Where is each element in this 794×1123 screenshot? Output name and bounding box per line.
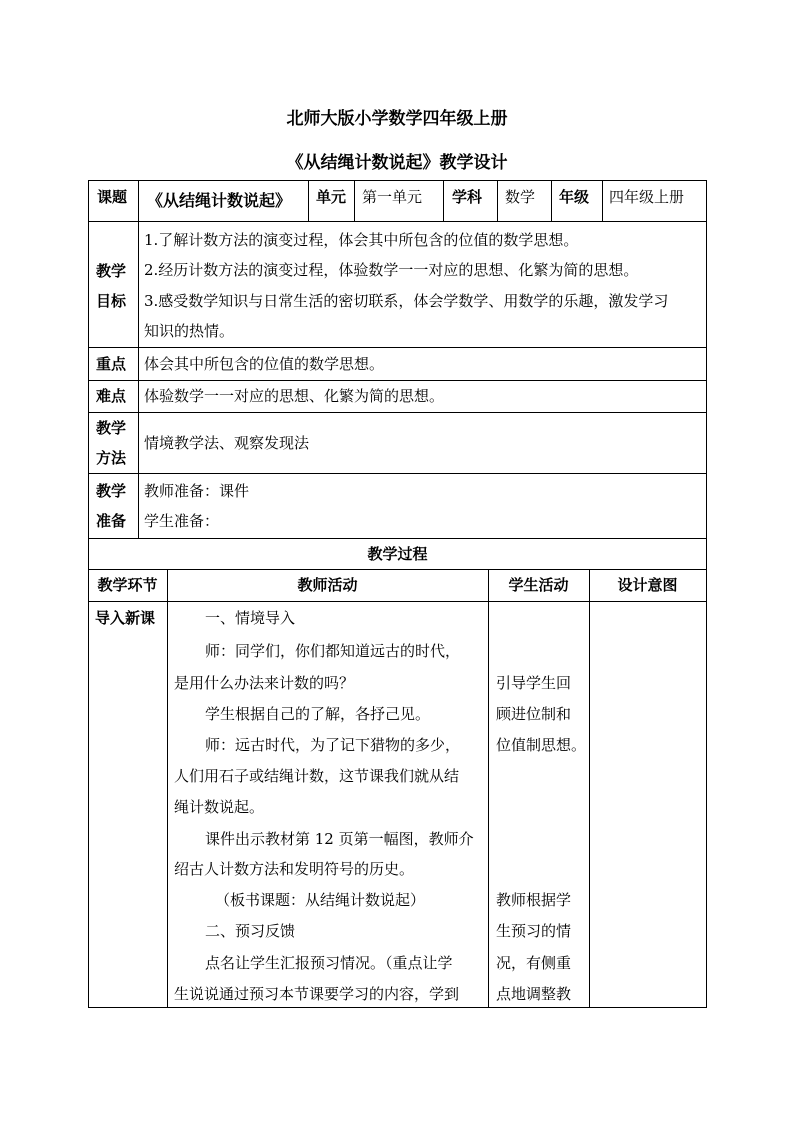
goal-line: 3.感受数学知识与日常生活的密切联系，体会学数学、用数学的乐趣，激发学习 <box>144 292 669 310</box>
teacher-line: 生说说通过预习本节课要学习的内容，学到 <box>174 985 460 1003</box>
stage-label: 导入新课 <box>95 609 156 627</box>
teacher-line: （板书课题：从结绳计数说起） <box>215 891 426 909</box>
table-rule <box>138 180 139 538</box>
table-rule <box>88 601 707 602</box>
methods-label: 方法 <box>96 449 127 467</box>
teacher-line: 一、情境导入 <box>205 609 296 627</box>
goal-line: 2.经历计数方法的演变过程，体验数学一一对应的思想、化繁为简的思想。 <box>144 261 639 279</box>
goal-line: 知识的热情。 <box>144 322 235 340</box>
prep-label: 教学 <box>96 482 127 500</box>
teacher-line: 绍古人计数方法和发明符号的历史。 <box>174 860 415 878</box>
student-line: 引导学生回 <box>496 674 572 692</box>
process-title: 教学过程 <box>367 545 428 563</box>
difficulty-text: 体验数学一一对应的思想、化繁为简的思想。 <box>144 387 445 405</box>
table-rule <box>551 180 552 221</box>
table-rule <box>308 180 309 221</box>
teacher-line: 课件出示教材第 12 页第一幅图，教师介 <box>205 830 474 848</box>
table-rule <box>488 569 489 1007</box>
methods-label: 教学 <box>96 419 127 437</box>
lesson-label: 课题 <box>97 188 128 206</box>
table-rule <box>88 1007 707 1008</box>
header-intent: 设计意图 <box>617 576 678 594</box>
teacher-line: 点名让学生汇报预习情况。（重点让学 <box>205 954 453 972</box>
table-rule <box>167 569 168 1007</box>
lesson-title: 《从结绳计数说起》 <box>147 191 292 210</box>
goals-label: 目标 <box>96 292 127 310</box>
table-rule <box>88 221 707 222</box>
subject-label: 学科 <box>452 188 483 206</box>
table-rule <box>443 180 444 221</box>
teacher-line: 师：同学们，你们都知道远古的时代， <box>205 642 461 660</box>
document-subtitle: 《从结绳计数说起》教学设计 <box>286 153 508 173</box>
key-point-label: 重点 <box>96 355 127 373</box>
student-prep: 学生准备： <box>144 512 220 530</box>
teacher-line: 师：远古时代，为了记下猎物的多少， <box>205 736 461 754</box>
student-line: 教师根据学 <box>496 891 572 909</box>
table-rule <box>88 412 707 413</box>
student-line: 生预习的情 <box>496 922 572 940</box>
table-rule <box>88 538 707 539</box>
header-student: 学生活动 <box>508 576 569 594</box>
student-line: 点地调整教 <box>496 985 572 1003</box>
table-rule <box>88 180 707 181</box>
teacher-line: 学生根据自己的了解，各抒己见。 <box>205 705 431 723</box>
table-rule <box>497 180 498 221</box>
teacher-line: 人们用石子或结绳计数，这节课我们就从结 <box>174 767 460 785</box>
table-rule <box>88 347 707 348</box>
goals-label: 教学 <box>96 262 127 280</box>
teacher-prep: 教师准备：课件 <box>144 482 250 500</box>
header-stage: 教学环节 <box>97 576 158 594</box>
teacher-line: 绳计数说起。 <box>174 798 265 816</box>
unit-value: 第一单元 <box>362 188 423 206</box>
table-rule <box>589 569 590 1007</box>
table-rule <box>354 180 355 221</box>
table-rule <box>88 569 707 570</box>
prep-label: 准备 <box>96 512 127 530</box>
table-rule <box>706 180 707 1008</box>
difficulty-label: 难点 <box>96 387 127 405</box>
subject-value: 数学 <box>505 188 536 206</box>
student-line: 顾进位制和 <box>496 705 572 723</box>
student-line: 位值制思想。 <box>496 736 587 754</box>
grade-label: 年级 <box>559 188 590 206</box>
document-title: 北师大版小学数学四年级上册 <box>286 109 508 129</box>
grade-value: 四年级上册 <box>609 188 685 206</box>
table-rule <box>602 180 603 221</box>
goal-line: 1.了解计数方法的演变过程，体会其中所包含的位值的数学思想。 <box>144 231 579 249</box>
unit-label: 单元 <box>316 188 347 206</box>
methods-text: 情境教学法、观察发现法 <box>144 434 310 452</box>
table-rule <box>88 473 707 474</box>
header-teacher: 教师活动 <box>297 576 358 594</box>
teacher-line: 是用什么办法来计数的吗？ <box>174 674 355 692</box>
teacher-line: 二、预习反馈 <box>205 922 296 940</box>
table-rule <box>88 380 707 381</box>
key-point-text: 体会其中所包含的位值的数学思想。 <box>144 355 385 373</box>
student-line: 况，有侧重 <box>496 954 572 972</box>
